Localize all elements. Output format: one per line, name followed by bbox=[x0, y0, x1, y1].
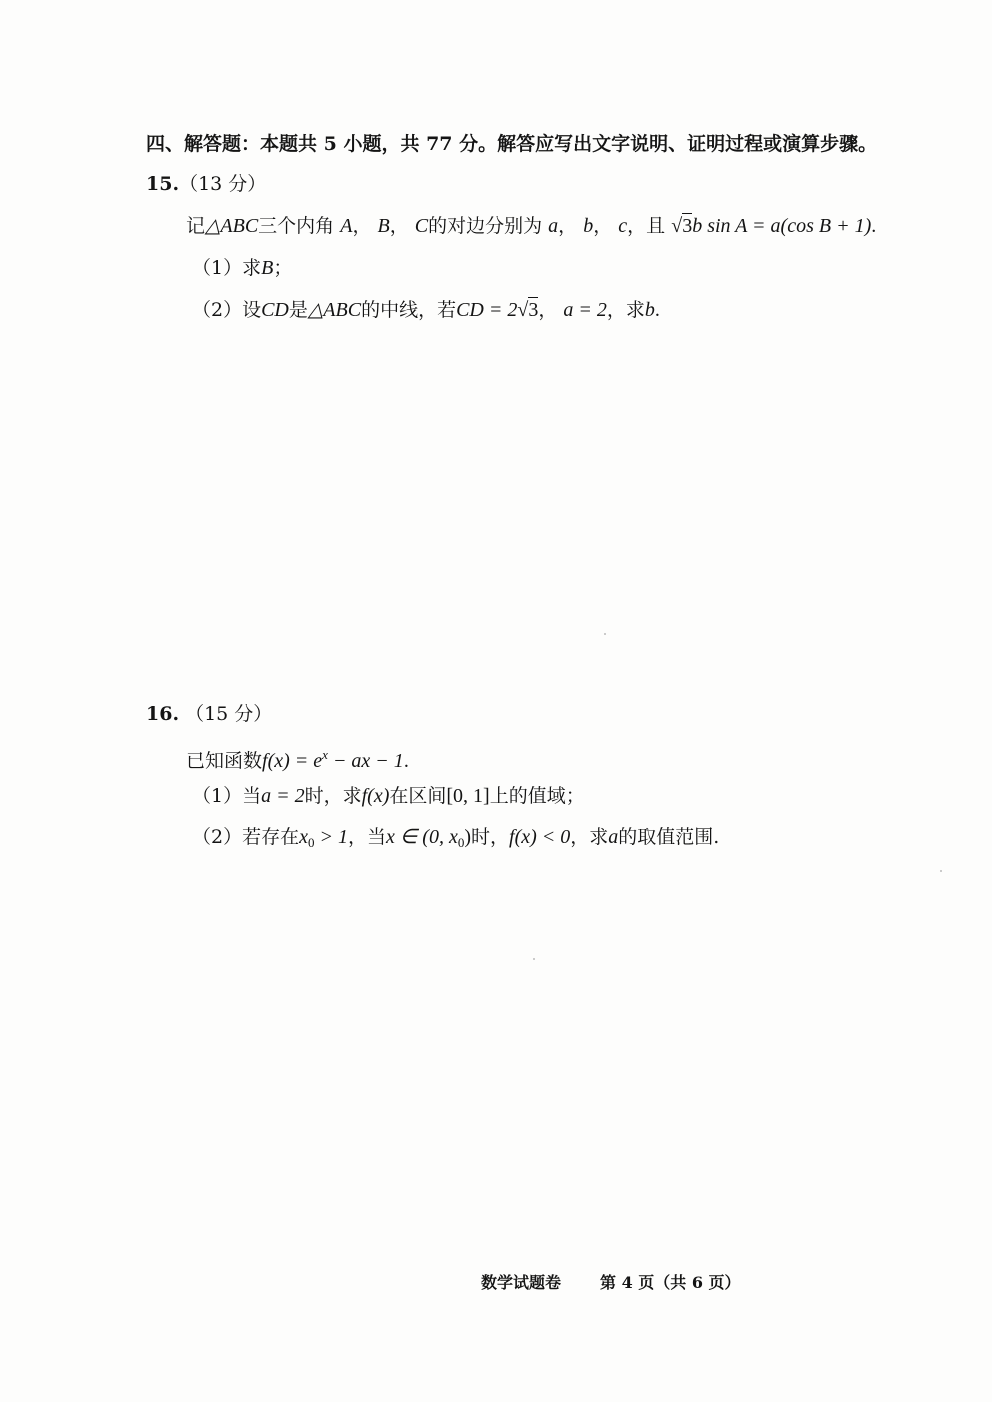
q15-stem-mid1: 三个内角 bbox=[258, 215, 335, 237]
q16-end: . bbox=[403, 750, 409, 772]
q16-exp: x bbox=[322, 747, 328, 762]
q16-part2 bbox=[192, 824, 719, 856]
q16-p2-x: x ∈ (0, x bbox=[386, 826, 458, 848]
q16-p1-label: （1）当 bbox=[192, 785, 262, 807]
q15-p2-var: b bbox=[644, 299, 655, 321]
q15-number: 15. bbox=[146, 173, 180, 195]
q16-part1 bbox=[192, 783, 585, 809]
q15-var-b: b bbox=[583, 215, 594, 237]
q16-p2-close: ) bbox=[464, 826, 472, 848]
q16-p2-sub0: 0 bbox=[307, 835, 315, 850]
q15-triangle: △ABC bbox=[205, 215, 259, 237]
q15-p2-eq2: a = 2 bbox=[563, 299, 607, 321]
scan-speck bbox=[940, 870, 942, 872]
q15-var-B: B bbox=[377, 215, 390, 237]
q15-score: （13 分） bbox=[179, 173, 267, 195]
q15-sqrt-3: √3 bbox=[671, 215, 693, 237]
q15-stem: 记△ABC三个内角 A， B， C的对边分别为 a， b， c，且 √3b sin A = a(cos B + 1). bbox=[186, 215, 877, 237]
footer-page: 第 4 页（共 6 页） bbox=[600, 1273, 741, 1292]
footer-title: 数学试题卷 bbox=[481, 1273, 562, 1292]
q15-var-A: A bbox=[340, 215, 353, 237]
q15-p2-mid: 是 bbox=[288, 299, 308, 321]
q15-p2-eq1: CD = 2 bbox=[456, 299, 518, 321]
q16-p1-f: f(x) bbox=[361, 785, 390, 807]
section-heading: 四、解答题：本题共 5 小题，共 77 分。解答应写出文字说明、证明过程或演算步骤。 bbox=[146, 133, 878, 155]
q16-stem-prefix: 已知函数 bbox=[186, 750, 263, 772]
q16-p2-sub0b: 0 bbox=[457, 835, 465, 850]
q15-p2-end: . bbox=[654, 299, 660, 321]
q15-part2: （2）设CD是△ABC的中线，若CD = 2√3， a = 2，求b. bbox=[192, 299, 660, 321]
q15-p2-label: （2）设 bbox=[192, 299, 262, 321]
q15-stem-mid3: ，且 bbox=[627, 215, 666, 237]
q15-equation: b sin A = a(cos B + 1) bbox=[692, 215, 872, 237]
q16-f-rhs: − ax − 1 bbox=[327, 750, 404, 772]
q16-p1-eq: a = 2 bbox=[261, 785, 305, 807]
scan-speck bbox=[533, 958, 535, 960]
q15-header bbox=[146, 171, 266, 197]
q16-p1-interval: [0, 1] bbox=[446, 785, 490, 807]
q16-stem bbox=[186, 742, 409, 774]
q16-p2-gt: > 1 bbox=[314, 826, 348, 848]
q15-p2-cd: CD bbox=[261, 299, 289, 321]
q16-p1-mid2: 在区间 bbox=[389, 785, 447, 807]
q16-p2-label: （2）若存在 bbox=[192, 826, 300, 848]
scan-speck bbox=[604, 633, 606, 635]
q16-score: （15 分） bbox=[185, 703, 273, 725]
q15-p1-end: ； bbox=[273, 257, 293, 279]
q15-p2-mid2: 的中线，若 bbox=[361, 299, 457, 321]
q15-var-c: c bbox=[618, 215, 628, 237]
q15-stem-mid2: 的对边分别为 bbox=[428, 215, 543, 237]
q16-f-lhs: f(x) = e bbox=[262, 750, 323, 772]
q15-part1 bbox=[192, 255, 292, 281]
q16-p2-a: a bbox=[608, 826, 619, 848]
q16-p1-mid: 时，求 bbox=[304, 785, 362, 807]
q15-var-C: C bbox=[414, 215, 429, 237]
q15-p2-triangle: △ABC bbox=[307, 299, 362, 321]
q16-p2-mid: ，当 bbox=[347, 826, 386, 848]
q16-p2-mid2: 时， bbox=[471, 826, 510, 848]
q16-p2-x0: x bbox=[299, 826, 308, 848]
q16-p2-ask: ，求 bbox=[570, 826, 609, 848]
q15-var-a: a bbox=[548, 215, 559, 237]
q15-p1-label: （1）求 bbox=[192, 257, 262, 279]
q16-number: 16. bbox=[146, 703, 180, 725]
q15-p2-sqrt: √3 bbox=[517, 299, 539, 321]
q15-stem-prefix: 记 bbox=[186, 215, 206, 237]
q16-p2-f: f(x) < 0 bbox=[509, 826, 571, 848]
q16-p2-end: 的取值范围. bbox=[618, 826, 720, 848]
q16-p1-end: 上的值域； bbox=[489, 785, 585, 807]
q15-p1-var: B bbox=[261, 257, 274, 279]
q15-p2-ask: ，求 bbox=[606, 299, 645, 321]
q15-end: . bbox=[871, 215, 877, 237]
q16-header bbox=[146, 701, 272, 727]
